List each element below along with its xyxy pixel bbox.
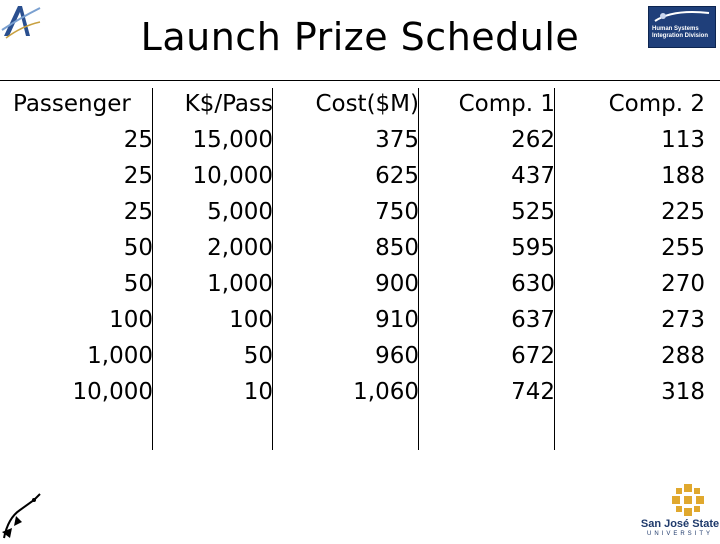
cell-passenger: 100	[109, 307, 153, 333]
cell-comp-2: 225	[661, 199, 705, 225]
cell-comp-1: 437	[511, 163, 555, 189]
cell-comp-1: 262	[511, 127, 555, 153]
cell-comp-2: 255	[661, 235, 705, 261]
table-header-row	[7, 86, 705, 122]
cell-comp-1: 672	[511, 343, 555, 369]
header-comp-1: Comp. 1	[458, 91, 555, 117]
nasa-hsi-logo-text: Human Systems Integration Division	[652, 26, 709, 39]
cell-k-per-pass: 5,000	[207, 199, 273, 225]
cell-passenger: 50	[123, 271, 153, 297]
table-row	[7, 374, 705, 410]
cell-k-per-pass: 15,000	[192, 127, 273, 153]
cell-passenger: 25	[123, 163, 153, 189]
cell-comp-1: 595	[511, 235, 555, 261]
header-cost: Cost($M)	[315, 91, 419, 117]
cell-comp-2: 270	[661, 271, 705, 297]
cell-k-per-pass: 50	[243, 343, 273, 369]
table-row	[7, 338, 705, 374]
cell-passenger: 10,000	[72, 379, 153, 405]
header-comp-2: Comp. 2	[608, 91, 705, 117]
header-passenger: Passenger	[13, 91, 131, 117]
cell-passenger: 25	[123, 199, 153, 225]
spacecraft-logo-icon	[0, 488, 52, 540]
cell-cost: 900	[375, 271, 419, 297]
cell-cost: 625	[375, 163, 419, 189]
cell-comp-2: 288	[661, 343, 705, 369]
cell-comp-2: 273	[661, 307, 705, 333]
prize-schedule-table	[7, 86, 705, 410]
sjsu-subname: UNIVERSITY	[646, 531, 713, 537]
table-row	[7, 230, 705, 266]
cell-comp-1: 630	[511, 271, 555, 297]
cell-comp-2: 113	[661, 127, 705, 153]
table-row	[7, 194, 705, 230]
title-divider	[0, 80, 720, 81]
cell-cost: 960	[375, 343, 419, 369]
cell-k-per-pass: 2,000	[207, 235, 273, 261]
table-row	[7, 266, 705, 302]
sjsu-name: San José State	[640, 518, 720, 530]
table-row	[7, 158, 705, 194]
cell-comp-1: 637	[511, 307, 555, 333]
cell-cost: 1,060	[353, 379, 419, 405]
nasa-hsi-logo-icon	[648, 6, 716, 48]
cell-comp-1: 742	[511, 379, 555, 405]
cell-k-per-pass: 10	[243, 379, 273, 405]
cell-k-per-pass: 10,000	[192, 163, 273, 189]
table-row	[7, 302, 705, 338]
cell-cost: 375	[375, 127, 419, 153]
cell-passenger: 1,000	[87, 343, 153, 369]
header-k-per-pass: K$/Pass	[184, 91, 273, 117]
cell-comp-1: 525	[511, 199, 555, 225]
slide-title: Launch Prize Schedule	[140, 15, 580, 59]
cell-passenger: 25	[123, 127, 153, 153]
cell-passenger: 50	[123, 235, 153, 261]
table-row	[7, 122, 705, 158]
cell-cost: 850	[375, 235, 419, 261]
cell-comp-2: 188	[661, 163, 705, 189]
sjsu-seal-icon	[670, 482, 706, 518]
cell-k-per-pass: 1,000	[207, 271, 273, 297]
cell-cost: 750	[375, 199, 419, 225]
cell-cost: 910	[375, 307, 419, 333]
cell-k-per-pass: 100	[229, 307, 273, 333]
cell-comp-2: 318	[661, 379, 705, 405]
